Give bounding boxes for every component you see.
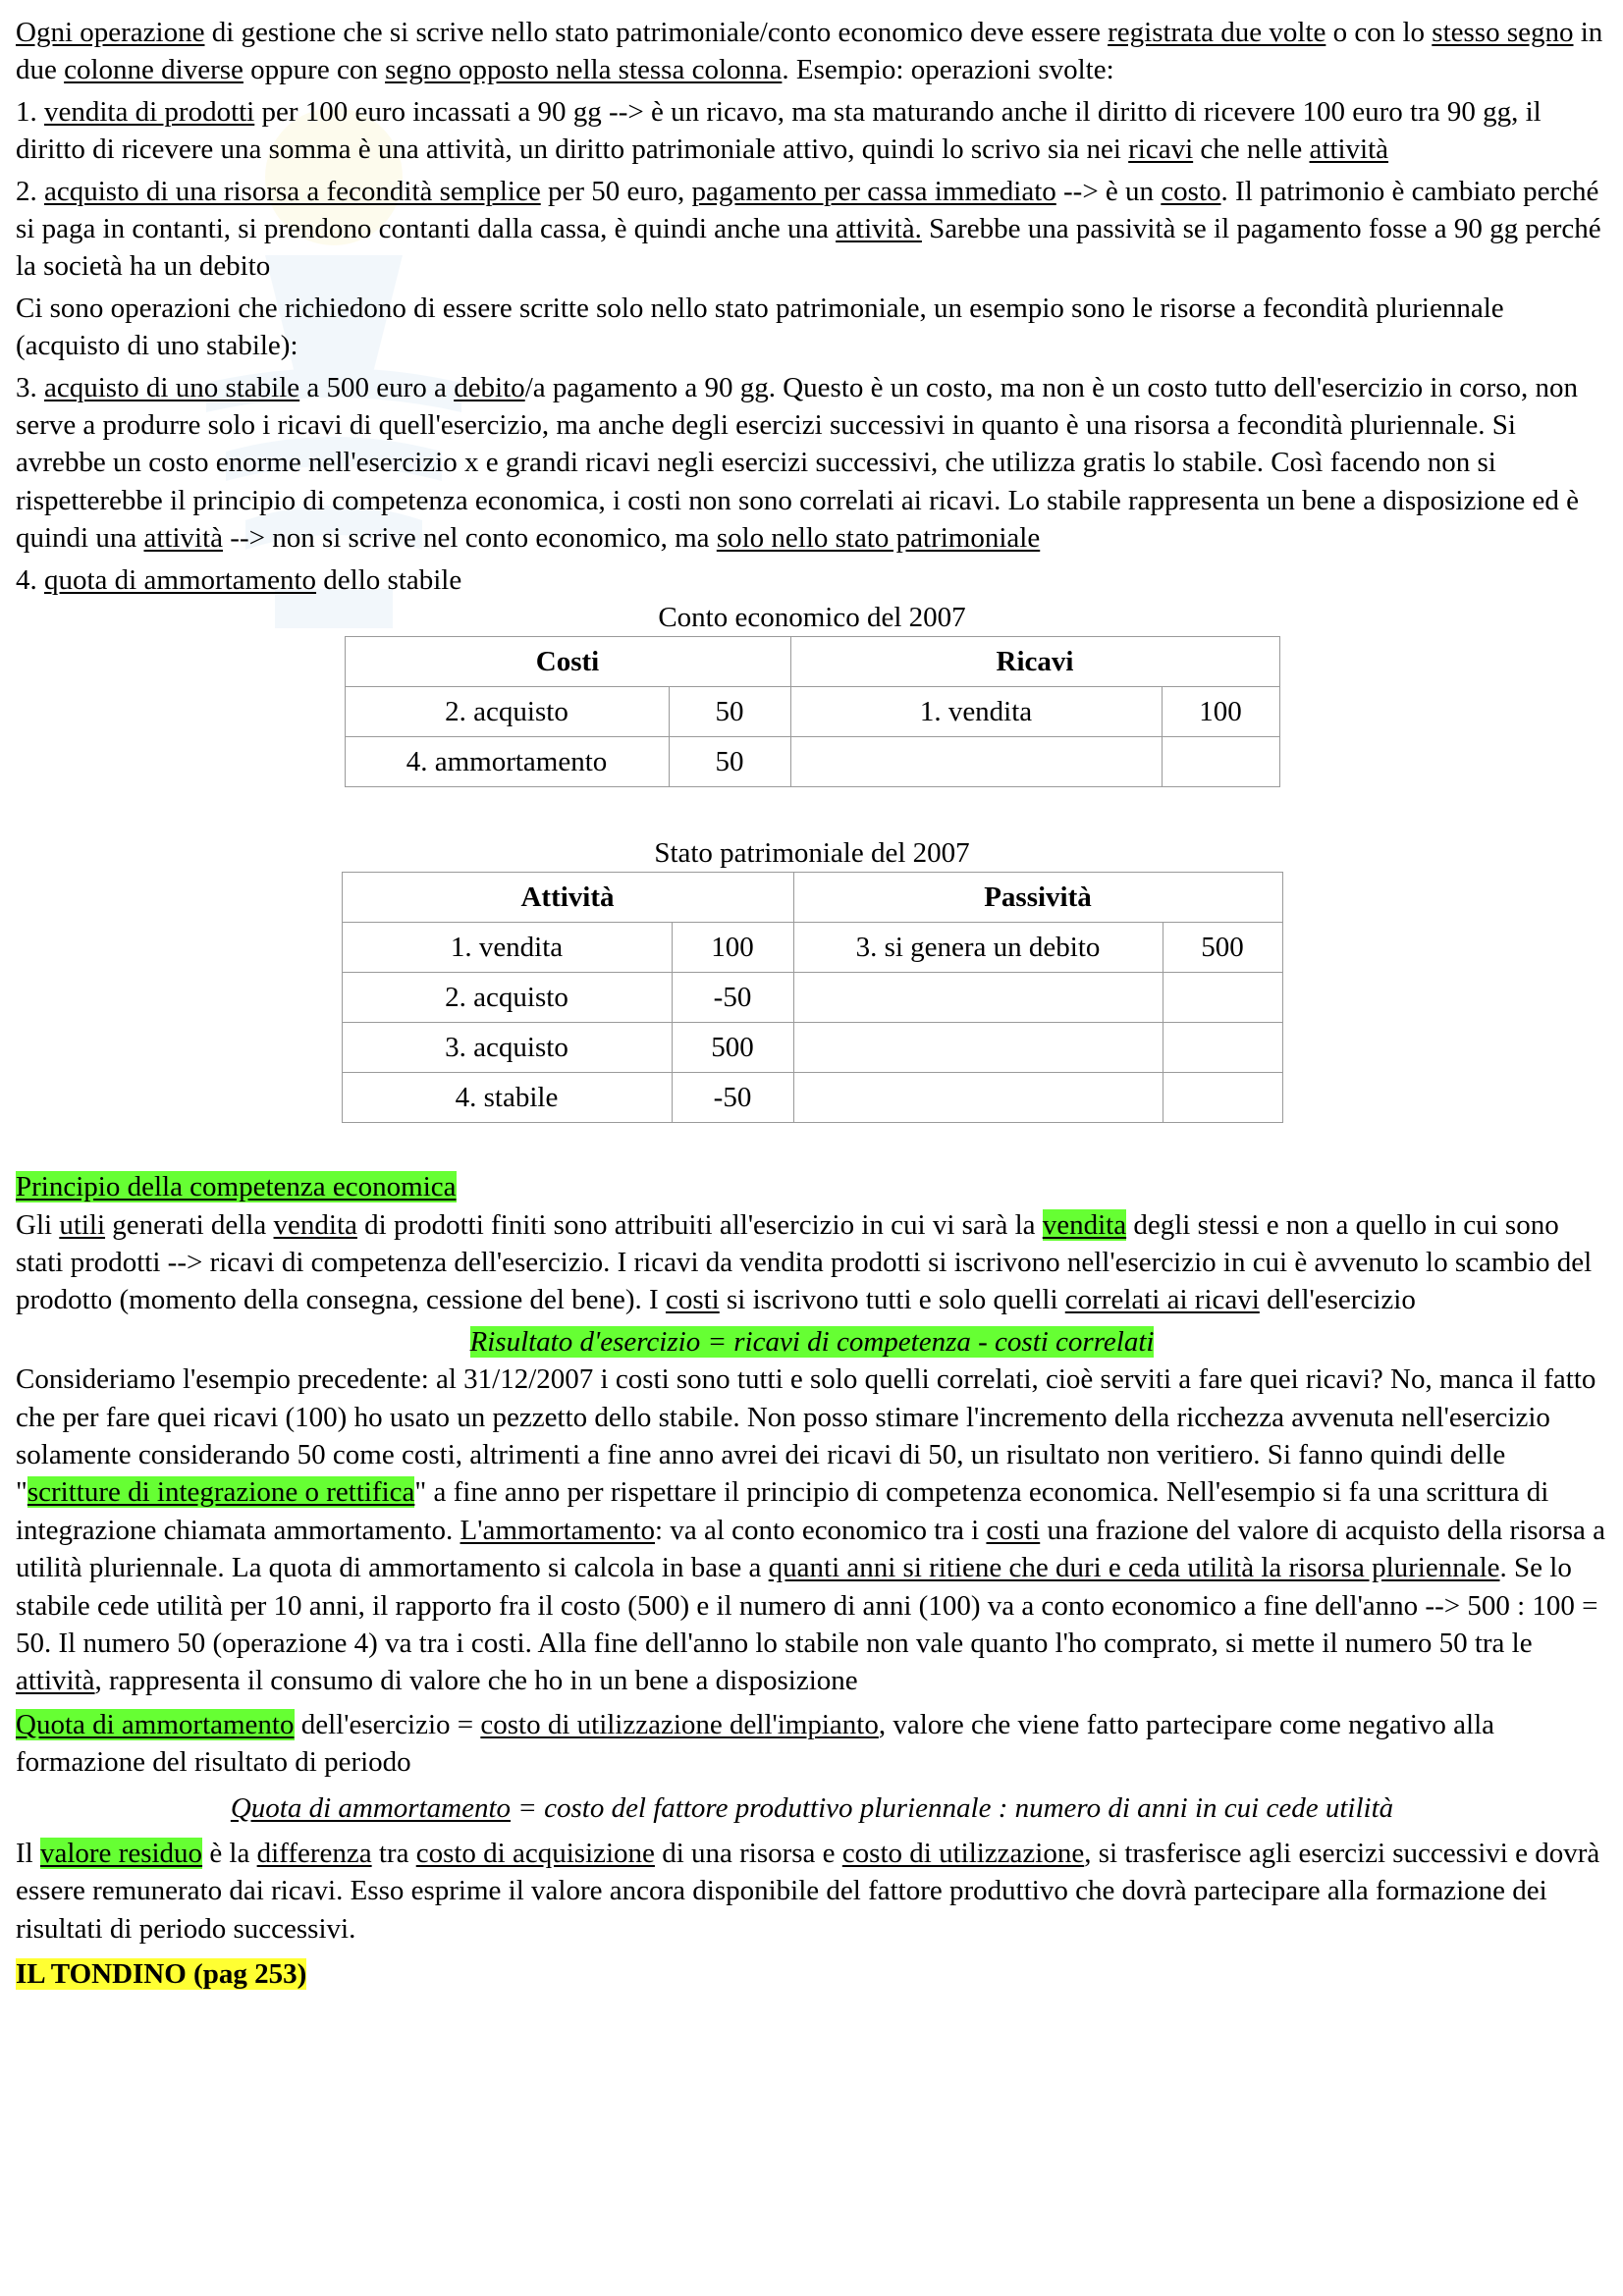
paragraph-quota: Quota di ammortamento dell'esercizio = costo di utilizzazione dell'impianto, valore che viene fatto partecipare come negativo alla formazione del risultato di periodo — [16, 1708, 1495, 1779]
table-row — [342, 1073, 1282, 1123]
conto-economico-caption: Conto economico del 2007 — [658, 602, 966, 634]
paragraph-valore-residuo: Il valore residuo è la differenza tra costo di acquisizione di una risorsa e costo di utilizzazione, si trasferisce agli esercizi successivi e dovrà essere remunerato dai ricavi. Esso esprime il valore ancora disponibile del fattore produttivo che dovrà partecipare alla formazione dei risultati di periodo successivi. — [16, 1838, 1600, 1945]
table-cell: 100 — [1162, 687, 1279, 737]
formula-quota: Quota di ammortamento = costo del fattore produttivo pluriennale : numero di anni in cui cede utilità — [230, 1791, 1394, 1824]
table-cell: 3. acquisto — [342, 1023, 672, 1073]
paragraph-competenza: Gli utili generati della vendita di prodotti finiti sono attribuiti all'esercizio in cui vi sarà la vendita degli stessi e non a quello in cui sono stati prodotti --> ricavi di competenza dell'esercizio. I ricavi da vendita prodotti si iscrivono nell'esercizio in cui è avvenuto lo scambio del prodotto (momento della consegna, cessione del bene). I costi si iscrivono tutti e solo quelli correlati ai ricavi dell'esercizio — [16, 1208, 1593, 1316]
document-page — [16, 14, 1608, 1994]
table-cell: 1. vendita — [790, 687, 1162, 737]
table-cell — [793, 1073, 1163, 1123]
paragraph-op1: 1. vendita di prodotti per 100 euro incassati a 90 gg --> è un ricavo, ma sta maturando anche il diritto di ricevere 100 euro tra 90 gg, il diritto di ricevere una somma è una attività, un diritto patrimoniale attivo, quindi lo scrivo sia nei ricavi che nelle attività — [16, 95, 1542, 166]
stato-patrimoniale-caption: Stato patrimoniale del 2007 — [654, 837, 970, 870]
paragraph-pluriennale: Ci sono operazioni che richiedono di essere scritte solo nello stato patrimoniale, un esempio sono le risorse a fecondità pluriennale (acquisto di uno stabile): — [16, 292, 1504, 362]
paragraph-esempio: Consideriamo l'esempio precedente: al 31/12/2007 i costi sono tutti e solo quelli correlati, cioè serviti a fare quei ricavi? No, manca il fatto che per fare quei ricavi (100) ho usato un pezzetto dello stabile. Non posso stimare l'incremento della ricchezza avvenuta nell'esercizio solamente considerando 50 come costi, altrimenti a fine anno avrei dei ricavi di 50, un risultato non veritiero. Si fanno quindi delle "scritture di integrazione o rettifica" a fine anno per rispettare il principio di competenza economica. Nell'esempio si fa una scrittura di integrazione chiamata ammortamento. L'ammortamento: va al conto economico tra i costi una frazione del valore di acquisto della risorsa a utilità pluriennale. La quota di ammortamento si calcola in base a quanti anni si ritiene che duri e ceda utilità la risorsa pluriennale. Se lo stabile cede utilità per 10 anni, il rapporto fra il costo (500) e il numero di anni (100) va a conto economico a fine dell'anno --> 500 : 100 = 50. Il numero 50 (operazione 4) va tra i costi. Alla fine dell'anno lo stabile non vale quanto l'ho comprato, si mette il numero 50 tra le attività, rappresenta il consumo di valore che ho in un bene a disposizione — [16, 1363, 1605, 1697]
term-ogni-operazione: Ogni operazione — [16, 17, 205, 48]
table-cell: 50 — [669, 737, 790, 787]
table-row — [345, 737, 1279, 787]
table-header-row — [342, 873, 1282, 923]
paragraph-op3: 3. acquisto di uno stabile a 500 euro a debito/a pagamento a 90 gg. Questo è un costo, ma non è un costo tutto dell'esercizio in corso, non serve a produrre solo i ricavi di quell'esercizio, ma anche degli esercizi successivi in quanto è una risorsa a fecondità pluriennale. Si avrebbe un costo enorme nell'esercizio x e grandi ricavi negli esercizi successivi, che utilizza gratis lo stabile. Così facendo non si rispetterebbe il principio di competenza economica, i costi non sono correlati ai ricavi. Lo stabile rappresenta un bene a disposizione ed è quindi una attività --> non si scrive nel conto economico, ma solo nello stato patrimoniale — [16, 371, 1580, 555]
table-row — [345, 687, 1279, 737]
header-attivita: Attività — [342, 873, 793, 923]
table-header-row — [345, 637, 1279, 687]
table-cell: 4. ammortamento — [345, 737, 669, 787]
section-title-competenza: Principio della competenza economica — [16, 1171, 457, 1203]
table-cell: 50 — [669, 687, 790, 737]
table-cell: 2. acquisto — [345, 687, 669, 737]
table-cell: 500 — [672, 1023, 793, 1073]
table-cell — [1163, 973, 1282, 1023]
table-row — [342, 973, 1282, 1023]
header-ricavi: Ricavi — [790, 637, 1279, 687]
header-passivita: Passività — [793, 873, 1282, 923]
table-cell: 3. si genera un debito — [793, 923, 1163, 973]
table-cell — [1162, 737, 1279, 787]
table-cell — [793, 973, 1163, 1023]
table-cell — [793, 1023, 1163, 1073]
table-cell — [1163, 1073, 1282, 1123]
paragraph-op2: 2. acquisto di una risorsa a fecondità semplice per 50 euro, pagamento per cassa immediato --> è un costo. Il patrimonio è cambiato perché si paga in contanti, si prendono contanti dalla cassa, è quindi anche una attività. Sarebbe una passività se il pagamento fosse a 90 gg perché la società ha un debito — [16, 175, 1601, 283]
table-cell: 500 — [1163, 923, 1282, 973]
table-cell: 4. stabile — [342, 1073, 672, 1123]
stato-patrimoniale-table — [342, 872, 1283, 1123]
table-cell: 2. acquisto — [342, 973, 672, 1023]
table-cell: -50 — [672, 1073, 793, 1123]
table-row — [342, 923, 1282, 973]
table-cell — [790, 737, 1162, 787]
table-cell — [1163, 1023, 1282, 1073]
table-cell: 100 — [672, 923, 793, 973]
paragraph-op4: 4. quota di ammortamento dello stabile — [16, 563, 462, 596]
paragraph-intro: Ogni operazione di gestione che si scrive nello stato patrimoniale/conto economico deve essere registrata due volte o con lo stesso segno in due colonne diverse oppure con segno opposto nella stessa colonna. Esempio: operazioni svolte: — [16, 17, 1603, 86]
table-cell: 1. vendita — [342, 923, 672, 973]
conto-economico-table — [345, 636, 1280, 787]
table-row — [342, 1023, 1282, 1073]
formula-risultato: Risultato d'esercizio = ricavi di competenza - costi correlati — [469, 1325, 1155, 1358]
section-title-tondino: IL TONDINO (pag 253) — [16, 1958, 307, 1991]
header-costi: Costi — [345, 637, 790, 687]
table-cell: -50 — [672, 973, 793, 1023]
